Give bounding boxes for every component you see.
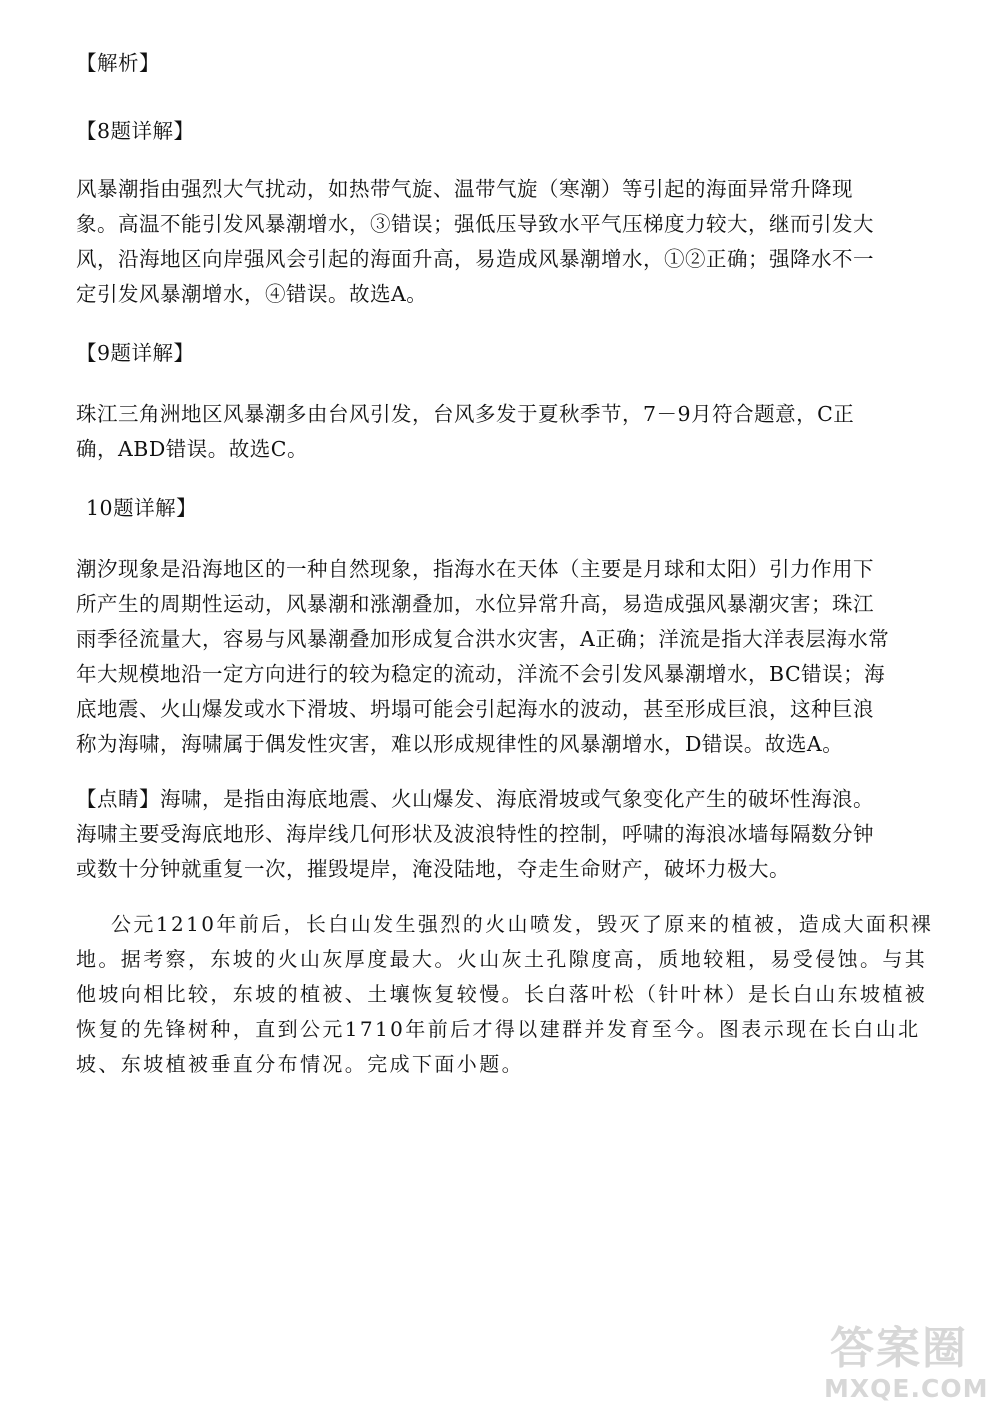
q9-line: 确，ABD错误。故选C。: [76, 437, 308, 461]
note-line: 或数十分钟就重复一次，摧毁堤岸，淹没陆地，夺走生命财产，破坏力极大。: [76, 857, 790, 881]
note-block: [76, 782, 926, 887]
q9-line: 珠江三角洲地区风暴潮多由台风引发，台风多发于夏秋季节，7－9月符合题意，C正: [76, 402, 855, 426]
q10-heading: 10题详解】: [86, 496, 198, 520]
q10-line: 年大规模地沿一定方向进行的较为稳定的流动，洋流不会引发风暴潮增水，BC错误；海: [76, 662, 886, 686]
intro-line: 公元1210年前后，长白山发生强烈的火山喷发，毁灭了原来的植被，造成大面积裸: [76, 912, 934, 936]
q8-explanation: [76, 172, 926, 312]
q10-line: 所产生的周期性运动，风暴潮和涨潮叠加，水位异常升高，易造成强风暴潮灾害；珠江: [76, 592, 874, 616]
q8-heading: 【8题详解】: [76, 119, 195, 143]
q10-line: 称为海啸，海啸属于偶发性灾害，难以形成规律性的风暴潮增水，D错误。故选A。: [76, 732, 844, 756]
watermark-logo: [820, 1312, 990, 1407]
q10-line: 雨季径流量大，容易与风暴潮叠加形成复合洪水灾害，A正确；洋流是指大洋表层海水常: [76, 627, 890, 651]
q8-line: 定引发风暴潮增水，④错误。故选A。: [76, 282, 428, 306]
intro-line: 坡、东坡植被垂直分布情况。完成下面小题。: [76, 1052, 524, 1076]
note-line: 海啸主要受海底地形、海岸线几何形状及波浪特性的控制，呼啸的海浪冰墙每隔数分钟: [76, 822, 874, 846]
question-intro: [76, 907, 936, 1082]
q9-heading: 【9题详解】: [76, 341, 195, 365]
intro-line: 地。据考察，东坡的火山灰厚度最大。火山灰土孔隙度高，质地较粗，易受侵蚀。与其: [76, 947, 928, 971]
intro-line: 他坡向相比较，东坡的植被、土壤恢复较慢。长白落叶松（针叶林）是长白山东坡植被: [76, 982, 928, 1006]
note-line: 【点睛】海啸，是指由海底地震、火山爆发、海底滑坡或气象变化产生的破坏性海浪。: [76, 787, 874, 811]
intro-line: 恢复的先锋树种，直到公元1710年前后才得以建群并发育至今。图表示现在长白山北: [76, 1017, 921, 1041]
q8-line: 象。高温不能引发风暴潮增水，③错误；强低压导致水平气压梯度力较大，继而引发大: [76, 212, 874, 236]
analysis-label: 【解析】: [76, 51, 160, 75]
watermark-bottom-text: MXQE.COM: [824, 1374, 989, 1403]
q8-line: 风暴潮指由强烈大气扰动，如热带气旋、温带气旋（寒潮）等引起的海面异常升降现: [76, 177, 853, 201]
q10-line: 潮汐现象是沿海地区的一种自然现象，指海水在天体（主要是月球和太阳）引力作用下: [76, 557, 874, 581]
q10-line: 底地震、火山爆发或水下滑坡、坍塌可能会引起海水的波动，甚至形成巨浪，这种巨浪: [76, 697, 874, 721]
watermark-top-text: 答案圈: [830, 1323, 968, 1374]
q10-explanation: [76, 552, 926, 762]
q8-line: 风，沿海地区向岸强风会引起的海面升高，易造成风暴潮增水，①②正确；强降水不一: [76, 247, 874, 271]
q9-explanation: [76, 397, 926, 467]
